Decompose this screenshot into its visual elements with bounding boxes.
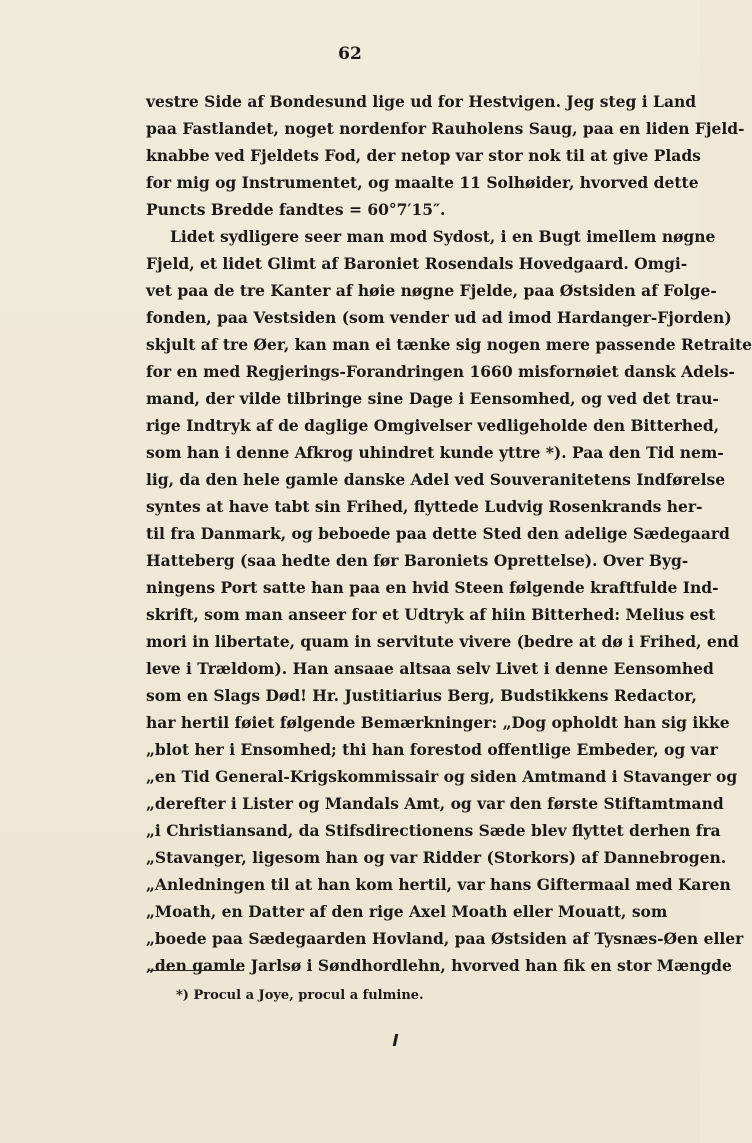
text-line: Hatteberg (saa hedte den før Baroniets Oprettelse). Over Byg- xyxy=(146,551,689,570)
text-line: fonden, paa Vestsiden (som vender ud ad imod Hardanger-Fjorden) xyxy=(146,308,732,327)
text-line: mand, der vilde tilbringe sine Dage i Eensomhed, og ved det trau- xyxy=(146,389,719,408)
text-line: lig, da den hele gamle danske Adel ved Souveranitetens Indførelse xyxy=(146,470,726,489)
text-line: paa Fastlandet, noget nordenfor Rauholens Saug, paa en liden Fjeld- xyxy=(146,119,745,138)
text-line: har hertil føiet følgende Bemærkninger: „Dog opholdt han sig ikke xyxy=(146,713,730,732)
text-line: „blot her i Ensomhed; thi han forestod offentlige Embeder, og var xyxy=(146,740,718,759)
text-line: ningens Port satte han paa en hvid Steen følgende kraftfulde Ind- xyxy=(146,578,719,597)
footnote: *) Procul a Joye, procul a fulmine. xyxy=(176,988,424,1003)
footnote-divider xyxy=(148,970,244,971)
body-text xyxy=(146,88,752,979)
text-line: vestre Side af Bondesund lige ud for Hestvigen. Jeg steg i Land xyxy=(146,92,697,111)
page-number: 62 xyxy=(338,44,362,64)
text-line: vet paa de tre Kanter af høie nøgne Fjelde, paa Østsiden af Folge- xyxy=(146,281,717,300)
text-line: rige Indtryk af de daglige Omgivelser vedligeholde den Bitterhed, xyxy=(146,416,720,435)
text-line: for mig og Instrumentet, og maalte 11 Solhøider, hvorved dette xyxy=(146,173,699,192)
text-line: „boede paa Sædegaarden Hovland, paa Østsiden af Tysnæs-Øen eller xyxy=(146,929,744,948)
text-line: Lidet sydligere seer man mod Sydost, i en Bugt imellem nøgne xyxy=(170,227,716,246)
text-line: for en med Regjerings-Forandringen 1660 misfornøiet dansk Adels- xyxy=(146,362,735,381)
text-line: som en Slags Død! Hr. Justitiarius Berg, Budstikkens Redactor, xyxy=(146,686,697,705)
text-line: „Anledningen til at han kom hertil, var hans Giftermaal med Karen xyxy=(146,875,731,894)
text-line: „Stavanger, ligesom han og var Ridder (Storkors) af Dannebrogen. xyxy=(146,848,727,867)
ink-mark xyxy=(393,1034,399,1046)
text-line: „derefter i Lister og Mandals Amt, og var den første Stiftamtmand xyxy=(146,794,724,813)
text-line: „en Tid General-Krigskommissair og siden Amtmand i Stavanger og xyxy=(146,767,738,786)
text-line: skrift, som man anseer for et Udtryk af hiin Bitterhed: Melius est xyxy=(146,605,716,624)
text-line: som han i denne Afkrog uhindret kunde yttre *). Paa den Tid nem- xyxy=(146,443,724,462)
text-line: Fjeld, et lidet Glimt af Baroniet Rosendals Hovedgaard. Omgi- xyxy=(146,254,688,273)
text-line: til fra Danmark, og beboede paa dette Sted den adelige Sædegaard xyxy=(146,524,730,543)
text-line: knabbe ved Fjeldets Fod, der netop var stor nok til at give Plads xyxy=(146,146,701,165)
text-line: skjult af tre Øer, kan man ei tænke sig nogen mere passende Retraite xyxy=(146,335,752,354)
text-line: „den gamle Jarlsø i Søndhordlehn, hvorved han fik en stor Mængde xyxy=(146,956,732,975)
text-line: mori in libertate, quam in servitute vivere (bedre at dø i Frihed, end xyxy=(146,632,739,651)
text-line: syntes at have tabt sin Frihed, flyttede Ludvig Rosenkrands her- xyxy=(146,497,703,516)
text-line: „i Christiansand, da Stifsdirectionens Sæde blev flyttet derhen fra xyxy=(146,821,721,840)
text-line: Puncts Bredde fandtes = 60°7′15″. xyxy=(146,200,446,219)
text-line: leve i Trældom). Han ansaae altsaa selv Livet i denne Eensomhed xyxy=(146,659,714,678)
text-line: „Moath, en Datter af den rige Axel Moath eller Mouatt, som xyxy=(146,902,668,921)
